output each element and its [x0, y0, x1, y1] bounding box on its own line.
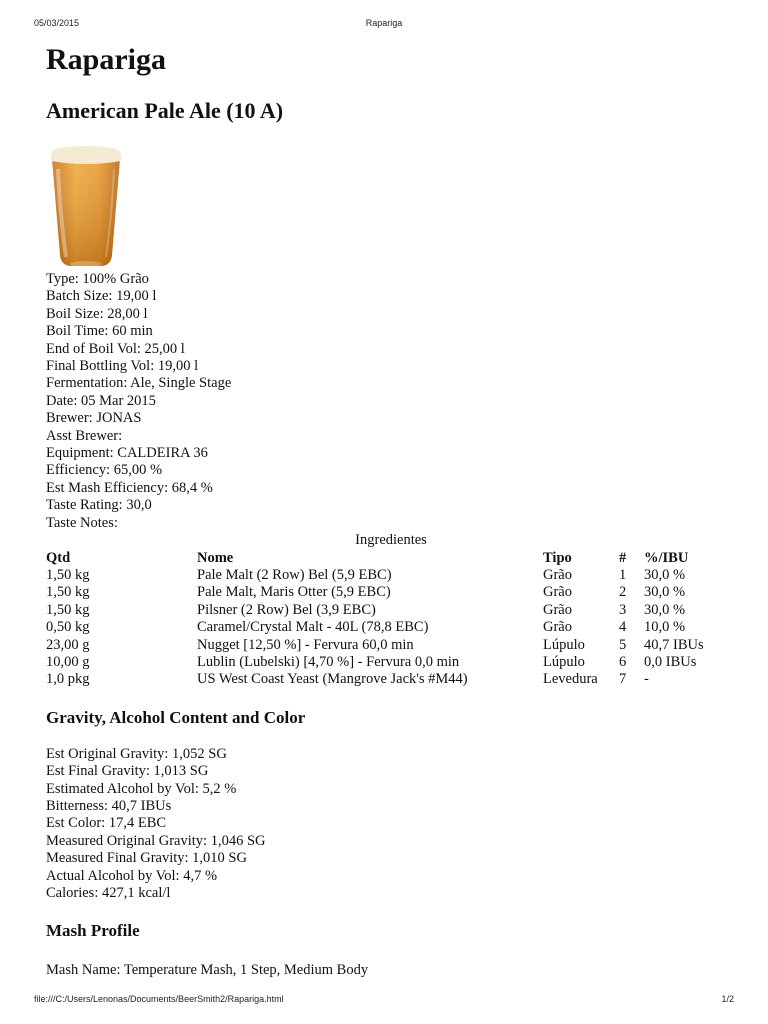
- table-row: [46, 637, 736, 654]
- info-boil-size: Boil Size: 28,00 l: [46, 305, 148, 322]
- cell-qtd: 1,50 kg: [46, 601, 90, 618]
- info-asst-brewer: Asst Brewer:: [46, 427, 123, 444]
- print-file-path: file:///C:/Users/Lenonas/Documents/BeerSmith2/Rapariga.html: [34, 994, 284, 1004]
- info-efficiency: Efficiency: 65,00 %: [46, 462, 163, 479]
- col-percent-ibu: %/IBU: [644, 549, 689, 566]
- cell-tipo: Grão: [543, 566, 572, 583]
- table-row: [46, 602, 736, 619]
- cell-nome: Pale Malt, Maris Otter (5,9 EBC): [197, 584, 391, 601]
- info-brewer: Brewer: JONAS: [46, 410, 142, 427]
- print-title: Rapariga: [365, 18, 403, 28]
- info-taste-rating: Taste Rating: 30,0: [46, 497, 152, 514]
- info-batch-size: Batch Size: 19,00 l: [46, 288, 157, 305]
- ingredients-table: [46, 550, 736, 689]
- cell-number: 7: [619, 671, 627, 688]
- gravity-section: [46, 746, 736, 903]
- table-row: [46, 619, 736, 636]
- print-date: 05/03/2015: [34, 18, 80, 28]
- info-end-of-boil-vol: End of Boil Vol: 25,00 l: [46, 340, 185, 357]
- recipe-info: [46, 271, 736, 532]
- info-fermentation: Fermentation: Ale, Single Stage: [46, 375, 232, 392]
- cell-percent-ibu: -: [644, 671, 649, 688]
- recipe-style: American Pale Ale (10 A): [46, 98, 284, 123]
- cell-number: 3: [619, 601, 627, 618]
- cell-tipo: Levedura: [543, 671, 598, 688]
- cell-qtd: 23,00 g: [46, 636, 90, 653]
- info-boil-time: Boil Time: 60 min: [46, 323, 153, 340]
- table-row: [46, 654, 736, 671]
- gravity-est-color: Est Color: 17,4 EBC: [46, 815, 167, 832]
- col-nome: Nome: [197, 549, 234, 566]
- print-page-number: 1/2: [721, 994, 734, 1004]
- cell-tipo: Grão: [543, 619, 572, 636]
- cell-percent-ibu: 40,7 IBUs: [644, 636, 704, 653]
- mash-heading: Mash Profile: [46, 921, 140, 941]
- cell-qtd: 10,00 g: [46, 653, 90, 670]
- info-taste-notes: Taste Notes:: [46, 514, 118, 531]
- cell-nome: Lublin (Lubelski) [4,70 %] - Fervura 0,0 min: [197, 653, 460, 670]
- info-equipment: Equipment: CALDEIRA 36: [46, 445, 208, 462]
- gravity-actual-abv: Actual Alcohol by Vol: 4,7 %: [46, 867, 218, 884]
- cell-number: 1: [619, 566, 627, 583]
- cell-number: 6: [619, 653, 627, 670]
- mash-name: Mash Name: Temperature Mash, 1 Step, Medium Body: [46, 962, 369, 979]
- gravity-bitterness: Bitterness: 40,7 IBUs: [46, 797, 172, 814]
- cell-qtd: 1,0 pkg: [46, 671, 90, 688]
- cell-qtd: 1,50 kg: [46, 566, 90, 583]
- table-row: [46, 671, 736, 688]
- cell-nome: Nugget [12,50 %] - Fervura 60,0 min: [197, 636, 414, 653]
- cell-number: 5: [619, 636, 627, 653]
- ingredients-header-row: [46, 550, 736, 567]
- col-tipo: Tipo: [543, 549, 572, 566]
- cell-percent-ibu: 30,0 %: [644, 584, 686, 601]
- gravity-measured-og: Measured Original Gravity: 1,046 SG: [46, 832, 266, 849]
- info-final-bottling-vol: Final Bottling Vol: 19,00 l: [46, 358, 199, 375]
- cell-nome: Pale Malt (2 Row) Bel (5,9 EBC): [197, 566, 392, 583]
- gravity-calories: Calories: 427,1 kcal/l: [46, 885, 171, 901]
- recipe-name: Rapariga: [46, 43, 166, 76]
- gravity-est-abv: Estimated Alcohol by Vol: 5,2 %: [46, 780, 237, 797]
- cell-percent-ibu: 30,0 %: [644, 566, 686, 583]
- info-date: Date: 05 Mar 2015: [46, 392, 156, 409]
- col-number: #: [619, 549, 627, 566]
- info-type: Type: 100% Grão: [46, 271, 149, 287]
- cell-number: 2: [619, 584, 627, 601]
- col-qtd: Qtd: [46, 549, 71, 566]
- cell-nome: Caramel/Crystal Malt - 40L (78,8 EBC): [197, 619, 429, 636]
- info-est-mash-efficiency: Est Mash Efficiency: 68,4 %: [46, 479, 213, 496]
- gravity-est-og: Est Original Gravity: 1,052 SG: [46, 745, 227, 762]
- gravity-heading: Gravity, Alcohol Content and Color: [46, 707, 306, 727]
- cell-tipo: Lúpulo: [543, 653, 585, 670]
- gravity-measured-fg: Measured Final Gravity: 1,010 SG: [46, 850, 247, 867]
- cell-tipo: Lúpulo: [543, 636, 585, 653]
- cell-nome: Pilsner (2 Row) Bel (3,9 EBC): [197, 601, 376, 618]
- table-row: [46, 567, 736, 584]
- cell-percent-ibu: 10,0 %: [644, 619, 686, 636]
- cell-percent-ibu: 0,0 IBUs: [644, 653, 697, 670]
- ingredients-caption: Ingredientes: [355, 532, 427, 549]
- cell-qtd: 1,50 kg: [46, 584, 90, 601]
- cell-number: 4: [619, 619, 627, 636]
- cell-qtd: 0,50 kg: [46, 619, 90, 636]
- cell-tipo: Grão: [543, 601, 572, 618]
- cell-percent-ibu: 30,0 %: [644, 601, 686, 618]
- recipe-content: [46, 40, 736, 980]
- beer-glass-icon: [46, 145, 126, 269]
- gravity-est-fg: Est Final Gravity: 1,013 SG: [46, 763, 209, 780]
- cell-nome: US West Coast Yeast (Mangrove Jack's #M44): [197, 671, 468, 688]
- table-row: [46, 584, 736, 601]
- cell-tipo: Grão: [543, 584, 572, 601]
